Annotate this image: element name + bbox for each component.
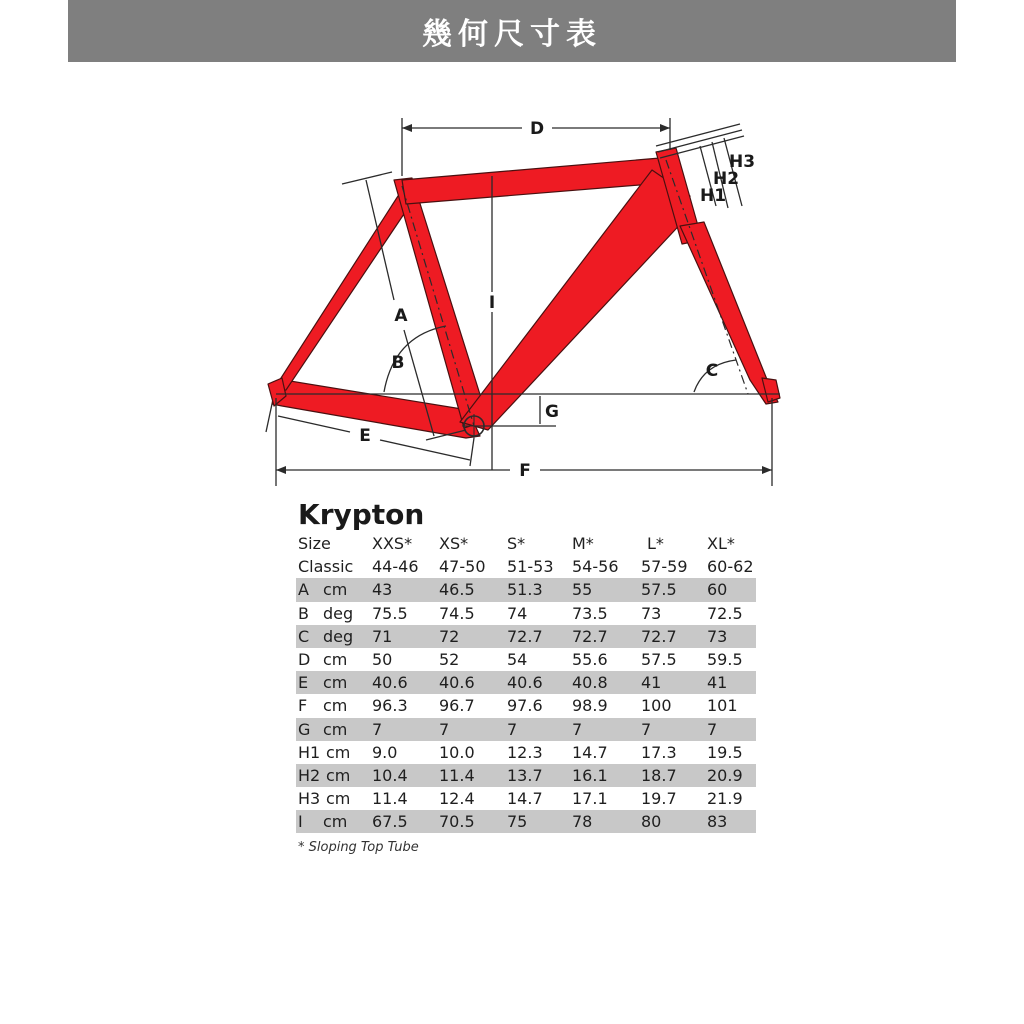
value-cell: 7 bbox=[707, 719, 718, 739]
value-cell: 13.7 bbox=[507, 765, 543, 785]
table-row bbox=[296, 578, 756, 601]
value-cell: 7 bbox=[439, 719, 450, 739]
value-cell: 78 bbox=[572, 812, 593, 832]
row-key: A bbox=[298, 580, 309, 600]
value-cell: 14.7 bbox=[572, 742, 608, 762]
value-cell: 55 bbox=[572, 580, 593, 600]
value-cell: 72.7 bbox=[507, 626, 543, 646]
value-cell: 7 bbox=[572, 719, 583, 739]
value-cell: 74 bbox=[507, 603, 528, 623]
value-cell: 83 bbox=[707, 812, 728, 832]
value-cell: 101 bbox=[707, 696, 738, 716]
label-F: F bbox=[519, 461, 531, 481]
value-cell: 98.9 bbox=[572, 696, 608, 716]
label-H2: H2 bbox=[712, 169, 740, 189]
value-cell: 46.5 bbox=[439, 580, 475, 600]
row-key: C bbox=[298, 626, 310, 646]
value-cell: 40.6 bbox=[439, 673, 475, 693]
size-cell: XS* bbox=[439, 534, 469, 553]
table-row bbox=[296, 810, 756, 833]
value-cell: 41 bbox=[707, 673, 728, 693]
value-cell: 11.4 bbox=[439, 765, 475, 785]
value-cell: 18.7 bbox=[641, 765, 677, 785]
value-cell: 14.7 bbox=[507, 789, 543, 809]
row-unit: deg bbox=[323, 603, 354, 623]
value-cell: 75.5 bbox=[372, 603, 408, 623]
geometry-table bbox=[296, 532, 756, 833]
classic-cell: 51-53 bbox=[507, 557, 554, 577]
row-unit: cm bbox=[323, 649, 348, 669]
value-cell: 67.5 bbox=[372, 812, 408, 832]
classic-cell: 47-50 bbox=[439, 557, 486, 577]
row-unit: cm bbox=[323, 812, 348, 832]
table-row bbox=[296, 625, 756, 648]
row-key: G bbox=[298, 719, 311, 739]
value-cell: 17.1 bbox=[572, 789, 608, 809]
classic-cell: 54-56 bbox=[572, 557, 619, 577]
measurement-rows bbox=[296, 578, 756, 833]
value-cell: 7 bbox=[641, 719, 652, 739]
seat-tube bbox=[391, 178, 488, 428]
size-cell: L* bbox=[647, 534, 664, 553]
row-unit: cm bbox=[326, 765, 351, 785]
value-cell: 16.1 bbox=[572, 765, 608, 785]
value-cell: 12.3 bbox=[507, 742, 543, 762]
label-H3: H3 bbox=[728, 152, 756, 172]
value-cell: 43 bbox=[372, 580, 393, 600]
value-cell: 50 bbox=[372, 649, 393, 669]
reference-lines bbox=[276, 160, 780, 470]
label-B: B bbox=[391, 353, 405, 373]
value-cell: 12.4 bbox=[439, 789, 475, 809]
row-unit: cm bbox=[323, 719, 348, 739]
value-cell: 55.6 bbox=[572, 649, 608, 669]
value-cell: 74.5 bbox=[439, 603, 475, 623]
value-cell: 71 bbox=[372, 626, 393, 646]
value-cell: 52 bbox=[439, 649, 460, 669]
value-cell: 11.4 bbox=[372, 789, 408, 809]
table-row bbox=[296, 648, 756, 671]
value-cell: 9.0 bbox=[372, 742, 398, 762]
size-cell: M* bbox=[572, 534, 594, 553]
table-row bbox=[296, 694, 756, 717]
table-row bbox=[296, 787, 756, 810]
value-cell: 41 bbox=[641, 673, 662, 693]
row-key: I bbox=[298, 812, 303, 832]
value-cell: 100 bbox=[641, 696, 672, 716]
value-cell: 10.0 bbox=[439, 742, 475, 762]
classic-row bbox=[296, 555, 756, 578]
value-cell: 51.3 bbox=[507, 580, 543, 600]
page-title: 幾何尺寸表 bbox=[422, 17, 602, 52]
value-cell: 72.7 bbox=[572, 626, 608, 646]
value-cell: 97.6 bbox=[507, 696, 543, 716]
value-cell: 20.9 bbox=[707, 765, 743, 785]
row-unit: cm bbox=[323, 696, 348, 716]
classic-label: Classic bbox=[298, 557, 354, 577]
value-cell: 73 bbox=[707, 626, 728, 646]
size-header-row bbox=[296, 532, 756, 555]
dim-I bbox=[484, 292, 500, 313]
value-cell: 80 bbox=[641, 812, 662, 832]
value-cell: 19.7 bbox=[641, 789, 677, 809]
table-row bbox=[296, 764, 756, 787]
value-cell: 19.5 bbox=[707, 742, 743, 762]
size-label: Size bbox=[298, 534, 331, 553]
size-cell: XXS* bbox=[372, 534, 413, 553]
table-row bbox=[296, 671, 756, 694]
value-cell: 40.8 bbox=[572, 673, 608, 693]
chainstay bbox=[272, 380, 480, 438]
value-cell: 72.5 bbox=[707, 603, 743, 623]
value-cell: 70.5 bbox=[439, 812, 475, 832]
value-cell: 17.3 bbox=[641, 742, 677, 762]
dim-C bbox=[694, 360, 736, 392]
row-unit: cm bbox=[323, 673, 348, 693]
value-cell: 21.9 bbox=[707, 789, 743, 809]
size-cell: S* bbox=[507, 534, 526, 553]
value-cell: 73.5 bbox=[572, 603, 608, 623]
row-unit: cm bbox=[326, 789, 351, 809]
table-row bbox=[296, 602, 756, 625]
value-cell: 40.6 bbox=[372, 673, 408, 693]
row-key: E bbox=[298, 673, 309, 693]
table-row bbox=[296, 741, 756, 764]
classic-cell: 57-59 bbox=[641, 557, 688, 577]
row-key: H3 bbox=[298, 789, 321, 809]
row-unit: cm bbox=[326, 742, 351, 762]
value-cell: 40.6 bbox=[507, 673, 543, 693]
model-name: Krypton bbox=[298, 498, 425, 531]
size-cell: XL* bbox=[707, 534, 735, 553]
label-H1: H1 bbox=[699, 186, 727, 206]
row-unit: cm bbox=[323, 580, 348, 600]
value-cell: 7 bbox=[507, 719, 518, 739]
value-cell: 59.5 bbox=[707, 649, 743, 669]
value-cell: 54 bbox=[507, 649, 528, 669]
value-cell: 96.3 bbox=[372, 696, 408, 716]
value-cell: 10.4 bbox=[372, 765, 408, 785]
label-D: D bbox=[529, 119, 545, 139]
label-C: C bbox=[705, 361, 719, 381]
value-cell: 72.7 bbox=[641, 626, 677, 646]
dim-B bbox=[384, 326, 446, 392]
label-G: G bbox=[545, 402, 559, 422]
value-cell: 72 bbox=[439, 626, 460, 646]
table-row bbox=[296, 718, 756, 741]
row-key: D bbox=[298, 649, 311, 669]
footnote: * Sloping Top Tube bbox=[298, 840, 419, 855]
dim-G bbox=[540, 396, 559, 424]
value-cell: 57.5 bbox=[641, 649, 677, 669]
row-key: F bbox=[298, 696, 308, 716]
row-key: H2 bbox=[298, 765, 321, 785]
classic-cell: 60-62 bbox=[707, 557, 754, 577]
fork bbox=[680, 222, 778, 404]
value-cell: 75 bbox=[507, 812, 528, 832]
row-key: H1 bbox=[298, 742, 321, 762]
label-I: I bbox=[488, 293, 496, 313]
value-cell: 73 bbox=[641, 603, 662, 623]
value-cell: 96.7 bbox=[439, 696, 475, 716]
row-key: B bbox=[298, 603, 309, 623]
classic-cell: 44-46 bbox=[372, 557, 419, 577]
value-cell: 7 bbox=[372, 719, 383, 739]
value-cell: 57.5 bbox=[641, 580, 677, 600]
label-A: A bbox=[394, 306, 408, 326]
value-cell: 60 bbox=[707, 580, 728, 600]
row-unit: deg bbox=[323, 626, 354, 646]
label-E: E bbox=[359, 426, 371, 446]
